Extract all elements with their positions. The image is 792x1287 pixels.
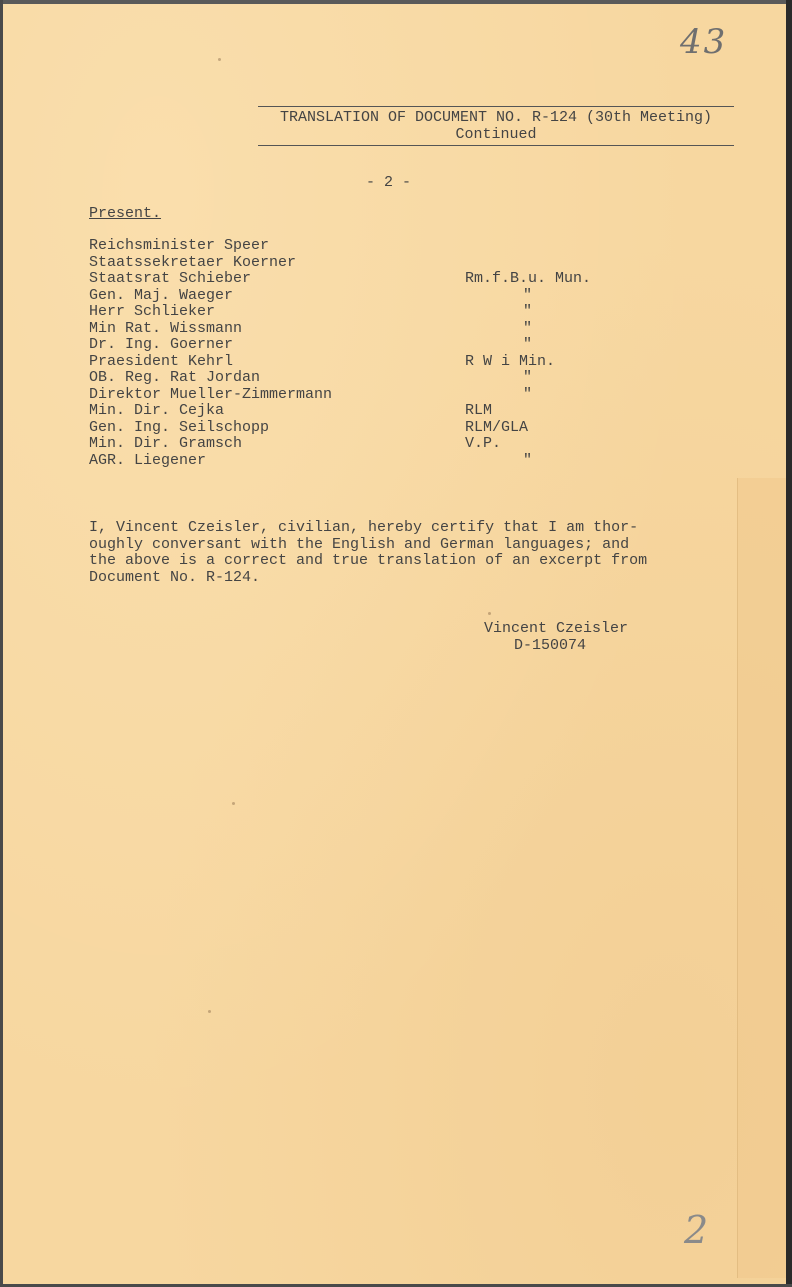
scan-edge-left: [0, 0, 3, 1287]
attendee-org-ditto: ": [523, 319, 533, 337]
attendee-row: [89, 420, 709, 437]
paper-speck: [232, 802, 235, 805]
attendee-name: Min. Dir. Cejka: [89, 402, 225, 419]
attendee-org: R W i Min.: [465, 352, 556, 370]
attendee-row: [89, 304, 709, 321]
attendee-row: [89, 288, 709, 305]
attendee-row: [89, 403, 709, 420]
document-header: [258, 106, 734, 146]
certification-line: the above is a correct and true translation of an excerpt from: [89, 552, 648, 569]
attendee-name: Staatssekretaer Koerner: [89, 253, 297, 271]
attendee-row: [89, 321, 709, 338]
attendee-row: [89, 453, 709, 470]
attendee-name: Gen. Maj. Waeger: [89, 286, 234, 304]
page-marker: - 2 -: [366, 174, 412, 191]
attendee-row: [89, 255, 709, 272]
attendee-row: [89, 337, 709, 354]
attendee-name: Gen. Ing. Seilschopp: [89, 418, 270, 436]
paper-speck: [208, 1010, 211, 1013]
handwritten-bottom-mark: 2: [684, 1208, 709, 1252]
attendee-row: [89, 436, 709, 453]
certification-line: oughly conversant with the English and German languages; and: [89, 535, 630, 553]
certification-line: Document No. R-124.: [89, 568, 261, 586]
attendee-org-ditto: ": [523, 385, 533, 403]
attendee-name: OB. Reg. Rat Jordan: [89, 369, 261, 386]
signature-id: D-150074: [514, 636, 587, 654]
attendee-name: Min. Dir. Gramsch: [89, 435, 243, 452]
attendee-org-ditto: ": [523, 336, 533, 353]
attendee-org-ditto: ": [523, 451, 533, 469]
handwritten-page-number: 43: [680, 22, 728, 62]
certification-paragraph: [89, 520, 729, 586]
header-subtitle: Continued: [455, 126, 537, 143]
scan-edge-top: [0, 0, 792, 4]
attendee-org: V.P.: [465, 435, 502, 452]
attendee-name: Praesident Kehrl: [89, 352, 234, 370]
attendee-org-ditto: ": [523, 303, 533, 320]
attendee-name: Reichsminister Speer: [89, 237, 270, 254]
present-label: Present.: [89, 205, 162, 222]
attendee-org-ditto: ": [523, 369, 533, 386]
attendee-row: [89, 354, 709, 371]
attendee-name: AGR. Liegener: [89, 451, 207, 469]
paper-speck: [218, 58, 221, 61]
certification-line: I, Vincent Czeisler, civilian, hereby certify that I am thor-: [89, 519, 639, 536]
attendee-org: Rm.f.B.u. Mun.: [465, 270, 592, 287]
scan-edge-right: [786, 0, 792, 1287]
header-title: TRANSLATION OF DOCUMENT NO. R-124 (30th Meeting): [279, 109, 713, 126]
attendee-org: RLM: [465, 402, 493, 419]
attendee-row: [89, 387, 709, 404]
signature-block: [484, 621, 628, 654]
attendee-row: [89, 238, 709, 255]
attendee-row: [89, 370, 709, 387]
paper-speck: [488, 612, 491, 615]
attendee-name: Staatsrat Schieber: [89, 270, 252, 287]
signature-name: Vincent Czeisler: [484, 620, 629, 637]
attendee-org-ditto: ": [523, 286, 533, 304]
attendee-name: Dr. Ing. Goerner: [89, 336, 234, 353]
attendee-name: Direktor Mueller-Zimmermann: [89, 385, 333, 403]
paper-tab-strip: [737, 478, 786, 1278]
attendee-row: [89, 271, 709, 288]
attendee-name: Min Rat. Wissmann: [89, 319, 243, 337]
attendee-list: [89, 238, 709, 469]
attendee-name: Herr Schlieker: [89, 303, 216, 320]
attendee-org: RLM/GLA: [465, 418, 529, 436]
